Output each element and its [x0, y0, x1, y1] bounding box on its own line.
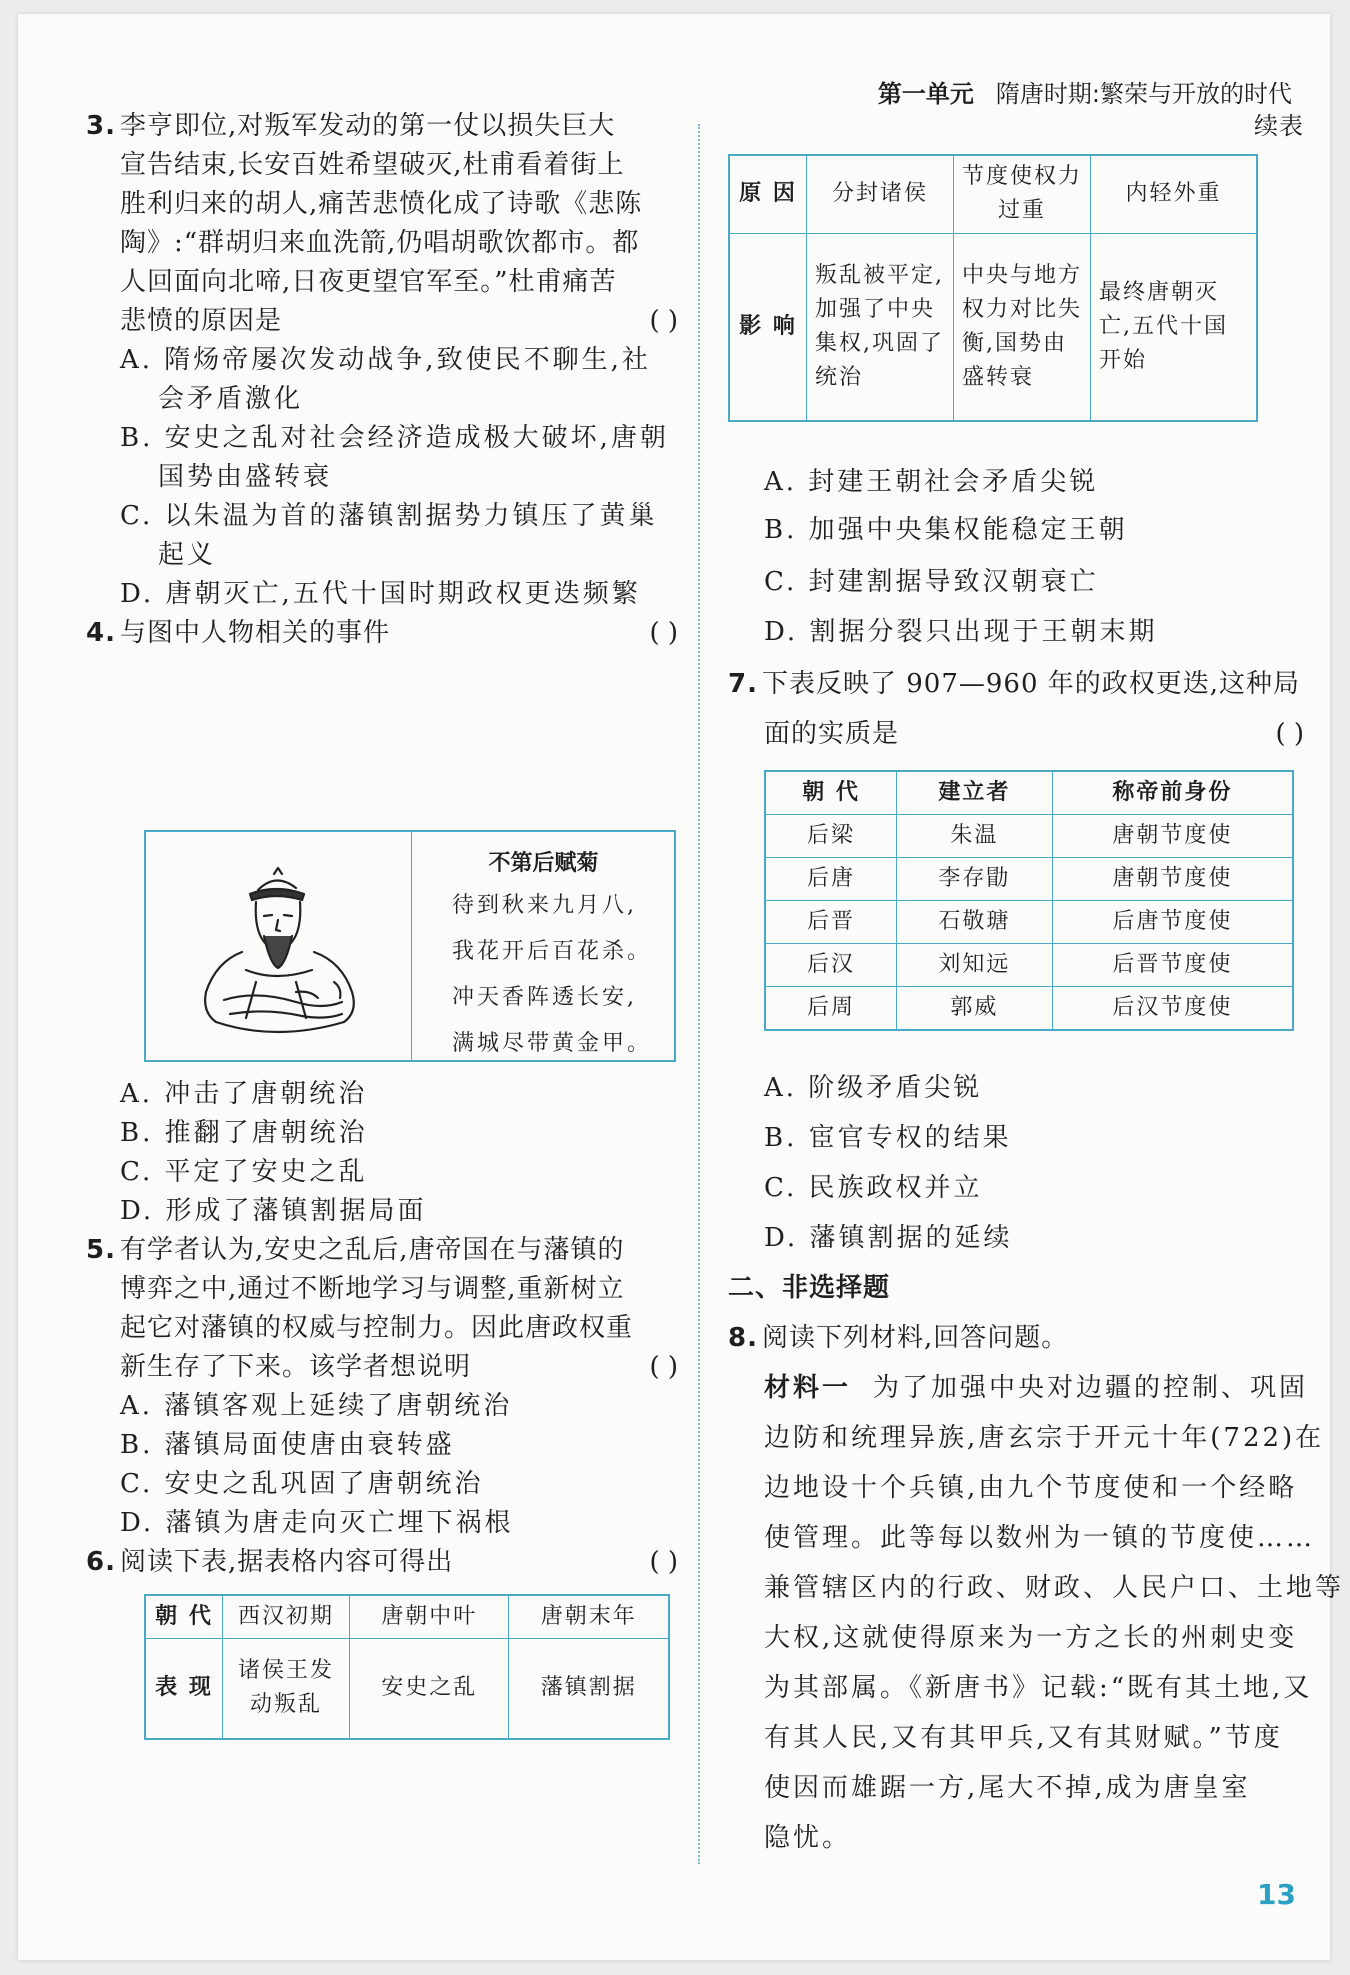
- q7-line-1: 7. 下表反映了 907—960 年的政权更迭,这种局: [728, 669, 1301, 699]
- q8-stem: 8. 阅读下列材料,回答问题。: [728, 1323, 1069, 1353]
- q7-answer-paren[interactable]: ( ): [1275, 719, 1304, 749]
- q3-option-b-cont: 国势由盛转衰: [158, 462, 333, 492]
- q3-line-2: 宣告结束,长安百姓希望破灭,杜甫看着街上: [120, 150, 625, 180]
- table-cell: 后梁: [765, 815, 897, 858]
- continued-table-label: 续表: [1254, 112, 1304, 140]
- q6-table: [144, 1594, 670, 1740]
- q3-line-4: 陶》:“群胡归来血洗箭,仍唱胡歌饮都市。都: [120, 228, 640, 258]
- table-header: 称帝前身份: [1052, 771, 1293, 815]
- table-cell: 藩镇割据: [509, 1639, 669, 1739]
- table-cell: 诸侯王发动叛乱: [223, 1639, 350, 1739]
- q6-option-a[interactable]: A. 封建王朝社会矛盾尖锐: [764, 467, 1099, 497]
- q4-option-b[interactable]: B. 推翻了唐朝统治: [120, 1118, 368, 1148]
- q5-option-a[interactable]: A. 藩镇客观上延续了唐朝统治: [120, 1391, 513, 1421]
- q3-option-d[interactable]: D. 唐朝灭亡,五代十国时期政权更迭频繁: [120, 579, 641, 609]
- q4-stem: 4. 与图中人物相关的事件: [86, 618, 391, 648]
- table-cell: 后汉: [765, 944, 897, 987]
- q5-line-3: 起它对藩镇的权威与控制力。因此唐政权重: [120, 1313, 634, 1343]
- q8-material-line-10: 隐忧。: [764, 1823, 852, 1853]
- table-header: 建立者: [897, 771, 1053, 815]
- material-label: 材料一: [764, 1373, 852, 1403]
- q7-table: [764, 770, 1294, 1031]
- table-cell: 中央与地方权力对比失衡,国势由盛转衰: [954, 233, 1091, 421]
- q6-answer-paren[interactable]: ( ): [649, 1547, 678, 1577]
- page-number: 13: [1257, 1878, 1296, 1911]
- table-cell: 表 现: [145, 1639, 223, 1739]
- q3-number: 3.: [86, 111, 116, 141]
- table-cell: 后晋节度使: [1052, 944, 1293, 987]
- q4-option-d[interactable]: D. 形成了藩镇割据局面: [120, 1196, 427, 1226]
- q5-option-c[interactable]: C. 安史之乱巩固了唐朝统治: [120, 1469, 484, 1499]
- table-row: [765, 944, 1293, 987]
- table-cell: 刘知远: [897, 944, 1053, 987]
- q8-material-line-2: 边防和统理异族,唐玄宗于开元十年(722)在: [764, 1423, 1325, 1453]
- q8-number: 8.: [728, 1323, 758, 1353]
- poem-line-2: 我花开后百花杀。: [452, 939, 653, 964]
- q8-material-line-1: 材料一 为了加强中央对边疆的控制、巩固: [764, 1373, 1309, 1403]
- column-divider: [698, 124, 700, 1864]
- table-cell: 唐朝节度使: [1052, 815, 1293, 858]
- running-header: [878, 74, 1292, 109]
- table-cell: 原 因: [729, 155, 807, 233]
- q3-line-3: 胜利归来的胡人,痛苦悲愤化成了诗歌《悲陈: [120, 189, 643, 219]
- q6-number: 6.: [86, 1547, 116, 1577]
- q6-option-b[interactable]: B. 加强中央集权能稳定王朝: [764, 515, 1128, 545]
- table-cell: 李存勖: [897, 858, 1053, 901]
- q6-option-d[interactable]: D. 割据分裂只出现于王朝末期: [764, 617, 1158, 647]
- poem-line-4: 满城尽带黄金甲。: [452, 1031, 653, 1056]
- q3-line-5: 人回面向北啼,日夜更望官军至。”杜甫痛苦: [120, 267, 617, 297]
- unit-title: 隋唐时期:繁荣与开放的时代: [995, 80, 1292, 108]
- table-cell: 郭威: [897, 987, 1053, 1031]
- table-cell: 唐朝中叶: [350, 1595, 509, 1639]
- table-row: [765, 858, 1293, 901]
- q5-line-1: 5. 有学者认为,安史之乱后,唐帝国在与藩镇的: [86, 1235, 625, 1265]
- q3-line-6: 悲愤的原因是: [120, 306, 283, 336]
- q7-option-b[interactable]: B. 宦官专权的结果: [764, 1123, 1012, 1153]
- q8-material-line-4: 使管理。此等每以数州为一镇的节度使……: [764, 1523, 1316, 1553]
- table-cell: 后晋: [765, 901, 897, 944]
- q6-option-c[interactable]: C. 封建割据导致汉朝衰亡: [764, 567, 1099, 597]
- q6-continued-table: [728, 154, 1258, 422]
- table-cell: 节度使权力过重: [954, 155, 1091, 233]
- table-cell: 后唐节度使: [1052, 901, 1293, 944]
- table-cell: 西汉初期: [223, 1595, 350, 1639]
- table-row: [729, 155, 1257, 233]
- q3-option-c[interactable]: C. 以朱温为首的藩镇割据势力镇压了黄巢: [120, 501, 658, 531]
- q8-material-line-3: 边地设十个兵镇,由九个节度使和一个经略: [764, 1473, 1298, 1503]
- q3-option-a-cont: 会矛盾激化: [158, 384, 304, 414]
- q4-figure: [144, 830, 676, 1062]
- poem-line-1: 待到秋来九月八,: [452, 893, 637, 918]
- table-cell: 后周: [765, 987, 897, 1031]
- table-cell: 安史之乱: [350, 1639, 509, 1739]
- q3-option-c-cont: 起义: [158, 540, 217, 570]
- table-header: 朝 代: [765, 771, 897, 815]
- huang-chao-portrait: [146, 832, 411, 1060]
- table-cell: 叛乱被平定,加强了中央集权,巩固了统治: [807, 233, 954, 421]
- poem-title: 不第后赋菊: [488, 851, 599, 876]
- q8-material-line-8: 有其人民,又有其甲兵,又有其财赋。”节度: [764, 1723, 1283, 1753]
- table-row: [765, 771, 1293, 815]
- q8-material-line-9: 使因而雄踞一方,尾大不掉,成为唐皇室: [764, 1773, 1251, 1803]
- q4-option-c[interactable]: C. 平定了安史之乱: [120, 1157, 368, 1187]
- section-heading: 二、非选择题: [728, 1273, 891, 1303]
- table-row: [729, 233, 1257, 421]
- q5-line-4: 新生存了下来。该学者想说明: [120, 1352, 472, 1382]
- table-row: [765, 987, 1293, 1031]
- table-cell: 后汉节度使: [1052, 987, 1293, 1031]
- q7-option-d[interactable]: D. 藩镇割据的延续: [764, 1223, 1013, 1253]
- q3-option-b[interactable]: B. 安史之乱对社会经济造成极大破坏,唐朝: [120, 423, 669, 453]
- q8-material-line-6: 大权,这就使得原来为一方之长的州刺史变: [764, 1623, 1298, 1653]
- q4-answer-paren[interactable]: ( ): [649, 618, 678, 648]
- table-cell: 分封诸侯: [807, 155, 954, 233]
- q8-material-line-7: 为其部属。《新唐书》记载:“既有其土地,又: [764, 1673, 1313, 1703]
- q4-number: 4.: [86, 618, 116, 648]
- poem-box: [411, 832, 675, 1060]
- q3-line-1: 3. 李亨即位,对叛军发动的第一仗以损失巨大: [86, 111, 616, 141]
- q4-option-a[interactable]: A. 冲击了唐朝统治: [120, 1079, 368, 1109]
- table-cell: 唐朝节度使: [1052, 858, 1293, 901]
- q3-option-a[interactable]: A. 隋炀帝屡次发动战争,致使民不聊生,社: [120, 345, 651, 375]
- table-row: [765, 815, 1293, 858]
- table-cell: 影 响: [729, 233, 807, 421]
- table-row: [145, 1595, 669, 1639]
- q7-line-2: 面的实质是: [764, 719, 900, 749]
- table-cell: 内轻外重: [1091, 155, 1258, 233]
- page: [18, 14, 1345, 1960]
- q5-number: 5.: [86, 1235, 116, 1265]
- table-cell: 石敬瑭: [897, 901, 1053, 944]
- unit-label: 第一单元: [877, 80, 974, 108]
- poem-line-3: 冲天香阵透长安,: [452, 985, 637, 1010]
- q5-answer-paren[interactable]: ( ): [649, 1352, 678, 1382]
- table-cell: 后唐: [765, 858, 897, 901]
- q5-line-2: 博弈之中,通过不断地学习与调整,重新树立: [120, 1274, 625, 1304]
- q3-answer-paren[interactable]: ( ): [649, 306, 678, 336]
- q7-option-c[interactable]: C. 民族政权并立: [764, 1173, 983, 1203]
- q6-stem: 6. 阅读下表,据表格内容可得出: [86, 1547, 454, 1577]
- q7-number: 7.: [728, 669, 758, 699]
- q5-option-d[interactable]: D. 藩镇为唐走向灭亡埋下祸根: [120, 1508, 514, 1538]
- q7-option-a[interactable]: A. 阶级矛盾尖锐: [764, 1073, 983, 1103]
- q8-material-line-5: 兼管辖区内的行政、财政、人民户口、土地等: [764, 1573, 1345, 1603]
- table-cell: 最终唐朝灭亡,五代十国开始: [1091, 233, 1258, 421]
- table-row: [145, 1639, 669, 1739]
- table-row: [765, 901, 1293, 944]
- table-cell: 朱温: [897, 815, 1053, 858]
- q5-option-b[interactable]: B. 藩镇局面使唐由衰转盛: [120, 1430, 455, 1460]
- table-cell: 朝 代: [145, 1595, 223, 1639]
- table-cell: 唐朝末年: [509, 1595, 669, 1639]
